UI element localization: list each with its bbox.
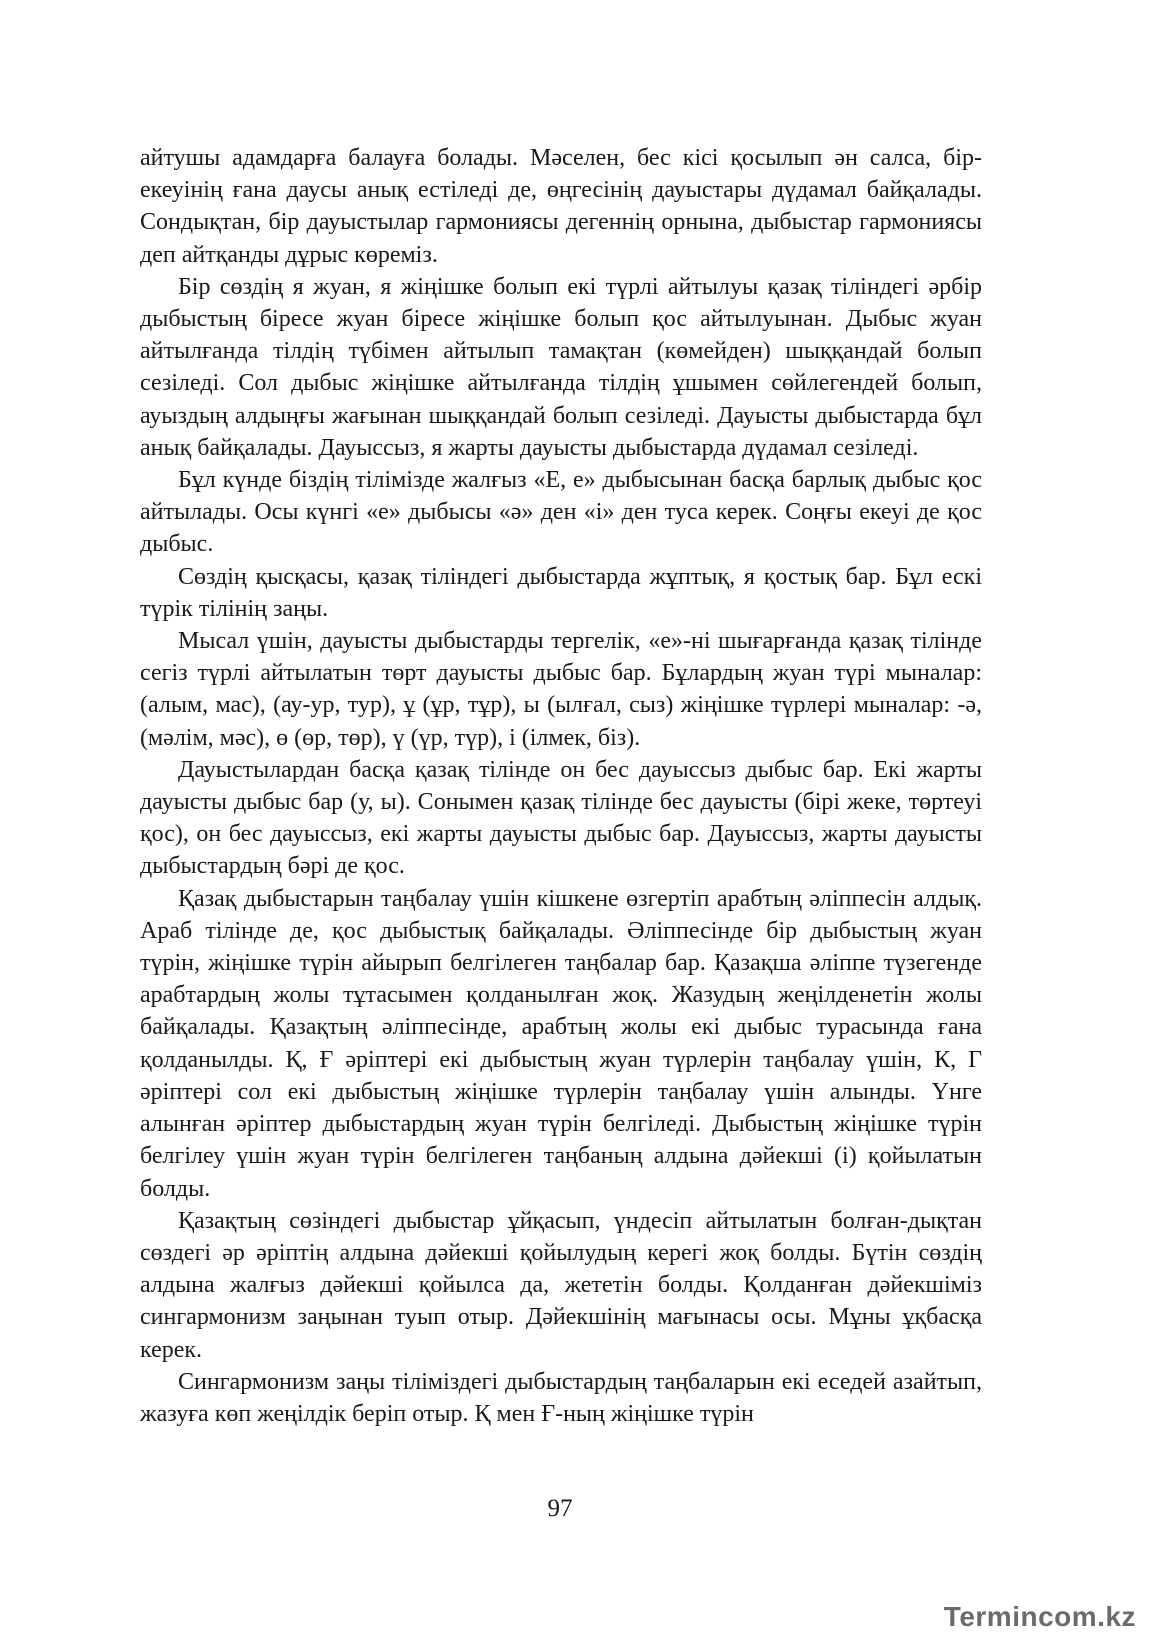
paragraph: Сингармонизм заңы тіліміздегі дыбыстардың таңбаларын екі еседей азайтып, жазуға көп жеңілдік беріп отыр. Қ мен Ғ-ның жіңішке түрін [140, 1368, 982, 1427]
paragraph: Бір сөздің я жуан, я жіңішке болып екі түрлі айтылуы қазақ тіліндегі әрбір дыбыстың біресе жуан біресе жіңішке болып қос айтылуынан. Дыбыс жуан айтылғанда тілдің түбімен айтылып тамақтан (көмейден) шыққандай болып сезіледі. Сол дыбыс жіңішке айтылғанда тілдің ұшымен сөйлегендей болып, ауыздың алдыңғы жағынан шыққандай болып сезіледі. Дауысты дыбыстарда бұл анық байқалады. Дауыссыз, я жарты дауысты дыбыстарда дүдамал сезіледі. [140, 273, 982, 461]
paragraph: Қазақ дыбыстарын таңбалау үшін кішкене өзгертіп арабтың әліппесін алдық. Араб тілінде де, қос дыбыстық байқалады. Әліппесінде бір дыбыстың жуан түрін, жіңішке түрін айырып белгілеген таңбалар бар. Қазақша әліппе түзегенде арабтардың жолы тұтасымен қолданылған жоқ. Жазудың жеңілденетін жолы байқалады. Қазақтың әліппесінде, арабтың жолы екі дыбыс турасында ғана қолданылды. Қ, Ғ әріптері екі дыбыстың жуан түрлерін таңбалау үшін, К, Г әріптері сол екі дыбыстың жіңішке түрлерін таңбалау үшін алынды. Үнге алынған әріптер дыбыстардың жуан түрін белгіледі. Дыбыстың жіңішке түрін белгілеу үшін жуан түрін белгілеген таңбаның алдына дәйекші (і) қойылатын болды. [140, 885, 982, 1202]
paragraph: айтушы адамдарға балауға болады. Мәселен, бес кісі қосылып ән салса, бір-екеуінің ғана даусы анық естіледі де, өңгесінің дауыстары дүдамал байқалады. Сондықтан, бір дауыстылар гармониясы дегеннің орнына, дыбыстар гармониясы деп айтқанды дұрыс көреміз. [140, 145, 982, 268]
page-number: 97 [547, 1495, 573, 1522]
watermark-logo: Termincom.kz [943, 1601, 1136, 1632]
paragraph: Дауыстылардан басқа қазақ тілінде он бес дауыссыз дыбыс бар. Екі жарты дауысты дыбыс бар (у, ы). Сонымен қазақ тілінде бес дауысты (бірі жеке, төртеуі қос), он бес дауыссыз, екі жарты дауысты дыбыс бар. Дауыссыз, жарты дауысты дыбыстардың бәрі де қос. [140, 756, 982, 880]
page-body [140, 142, 982, 1430]
paragraph: Бұл күнде біздің тілімізде жалғыз «Е, е» дыбысынан басқа барлық дыбыс қос айтылады. Осы күнгі «е» дыбысы «ә» ден «і» ден туса керек. Соңғы екеуі де қос дыбыс. [140, 467, 982, 558]
paragraph: Сөздің қысқасы, қазақ тіліндегі дыбыстарда жұптық, я қостық бар. Бұл ескі түрік тілінің заңы. [140, 563, 982, 622]
paragraph: Мысал үшін, дауысты дыбыстарды тергелік, «е»-ні шығарғанда қазақ тілінде сегіз түрлі айтылатын төрт дауысты дыбыс бар. Бұлардың жуан түрі мыналар: (алым, мас), (ау-ур, тур), ұ (ұр, тұр), ы (ылғал, сыз) жіңішке түрлері мыналар: -ə, (мәлім, мәс), ө (өр, төр), ү (үр, түр), і (ілмек, біз). [140, 628, 982, 751]
paragraph: Қазақтың сөзіндегі дыбыстар ұйқасып, үндесіп айтылатын болған-дықтан сөздегі әр әріптің алдына дәйекші қойылудың керегі жоқ болды. Бүтін сөздің алдына жалғыз дәйекші қойылса да, жететін болды. Қолданған дәйекшіміз сингармонизм заңынан туып отыр. Дәйекшінің мағынасы осы. Мұны ұқбасқа керек. [140, 1207, 982, 1363]
